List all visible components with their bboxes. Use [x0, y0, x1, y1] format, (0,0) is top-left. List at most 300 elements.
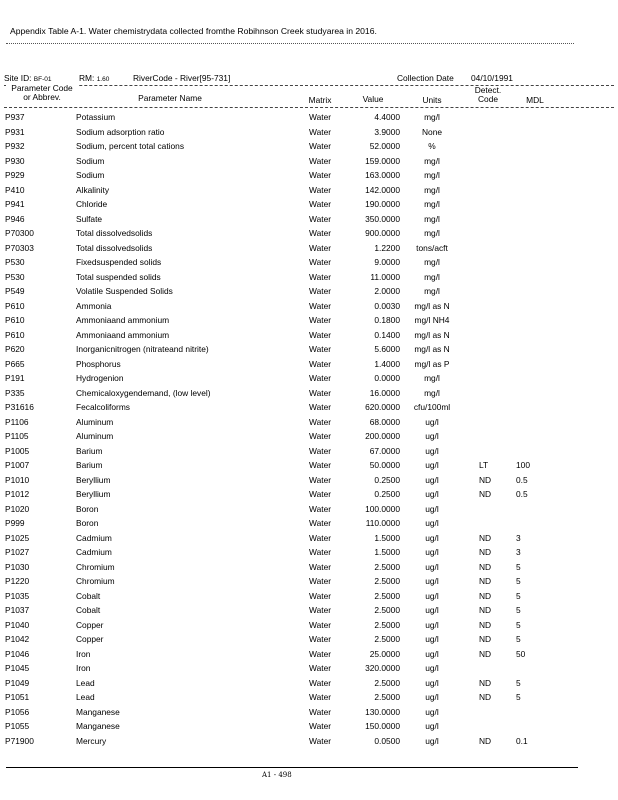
cell-value: 900.0000 [365, 228, 400, 238]
cell-code: P1027 [5, 547, 30, 557]
cell-name: Total dissolvedsolids [76, 228, 153, 238]
cell-matrix: Water [309, 242, 332, 253]
cell-name: Manganese [76, 706, 120, 717]
cell-matrix: Water [309, 184, 332, 195]
table-row [0, 183, 618, 198]
cell-matrix: Water [309, 677, 332, 688]
cell-code: P1030 [5, 561, 30, 572]
cell-name: Inorganicnitrogen (nitrateand nitrite) [76, 344, 209, 354]
cell-name: Fixedsuspended solids [76, 257, 162, 267]
cell-code: P530 [5, 271, 25, 282]
cell-value: 68.0000 [369, 416, 400, 427]
cell-name: Phosphorus [76, 358, 121, 369]
cell-matrix: Water [309, 213, 332, 224]
cell-matrix: Water [309, 474, 332, 485]
cell-value: 2.5000 [374, 605, 400, 615]
site-id [4, 73, 52, 83]
table-row [0, 719, 618, 734]
cell-name: Chloride [76, 199, 108, 209]
cell-name: Chromium [76, 561, 115, 572]
cell-name: Total dissolvedsolids [76, 242, 153, 253]
cell-matrix: Water [309, 532, 332, 543]
collection-date: 04/10/1991 [471, 73, 513, 83]
cell-matrix: Water [309, 605, 332, 615]
cell-units: mg/l [424, 286, 440, 296]
cell-value: 25.0000 [369, 648, 400, 659]
table-row [0, 632, 618, 647]
table-row [0, 734, 618, 749]
cell-matrix: Water [309, 518, 332, 528]
table-row [0, 516, 618, 531]
cell-mdl: 3 [516, 547, 521, 557]
cell-value: 52.0000 [369, 141, 400, 151]
header-param-code [6, 84, 78, 102]
header-mdl: MDL [526, 95, 544, 105]
table-row [0, 197, 618, 212]
cell-code: P1012 [5, 489, 30, 499]
cell-units: mg/l as N [414, 329, 450, 340]
cell-units: mg/l [424, 184, 440, 195]
cell-name: Alkalinity [76, 184, 110, 195]
cell-detect: ND [479, 561, 492, 572]
cell-mdl: 5 [516, 576, 521, 586]
cell-units: ug/l [425, 692, 439, 702]
cell-matrix: Water [309, 735, 332, 746]
cell-mdl: 0.5 [516, 489, 528, 499]
cell-matrix: Water [309, 344, 332, 354]
cell-matrix: Water [309, 358, 332, 369]
cell-name: Cobalt [76, 605, 101, 615]
table-row [0, 705, 618, 720]
cell-code: P1055 [5, 721, 30, 731]
cell-name: Boron [76, 503, 99, 514]
cell-detect: ND [479, 474, 492, 485]
cell-value: 100.0000 [365, 503, 400, 514]
cell-detect: ND [479, 735, 492, 746]
cell-value: 190.0000 [365, 199, 400, 209]
cell-code: P70300 [5, 228, 34, 238]
cell-units: mg/l [424, 257, 440, 267]
cell-mdl: 5 [516, 561, 521, 572]
cell-name: Mercury [76, 735, 107, 746]
cell-code: P610 [5, 300, 25, 311]
cell-value: 9.0000 [374, 257, 400, 267]
cell-detect: ND [479, 547, 492, 557]
cell-code: P1220 [5, 576, 30, 586]
cell-code: P1040 [5, 619, 30, 630]
cell-code: P1037 [5, 605, 30, 615]
cell-matrix: Water [309, 634, 332, 644]
table-row [0, 226, 618, 241]
cell-detect: ND [479, 590, 492, 601]
cell-matrix: Water [309, 141, 332, 151]
header-param-code-line2: or Abbrev. [23, 92, 61, 102]
cell-value: 2.5000 [374, 692, 400, 702]
cell-value: 3.9000 [374, 126, 400, 137]
table-row [0, 270, 618, 285]
table-row [0, 212, 618, 227]
cell-name: Copper [76, 619, 104, 630]
cell-units: ug/l [425, 576, 439, 586]
header-value: Value [362, 94, 384, 104]
cell-name: Manganese [76, 721, 120, 731]
table-row [0, 110, 618, 125]
table-row [0, 386, 618, 401]
cell-matrix: Water [309, 445, 332, 456]
cell-units: mg/l [424, 373, 440, 383]
cell-matrix: Water [309, 271, 332, 282]
rm-value: 1.60 [96, 76, 110, 83]
header-top-rule [4, 85, 614, 86]
cell-code: P1046 [5, 648, 30, 659]
cell-units: ug/l [425, 619, 439, 630]
cell-code: P70303 [5, 242, 34, 253]
collection-date-label: Collection Date [397, 73, 454, 83]
cell-units: % [428, 141, 436, 151]
header-param-code-line1: Parameter Code [11, 83, 73, 93]
table-row [0, 618, 618, 633]
cell-code: P930 [5, 155, 25, 166]
cell-name: Iron [76, 648, 91, 659]
cell-code: P1049 [5, 677, 30, 688]
cell-units: mg/l [424, 228, 440, 238]
cell-code: P937 [5, 112, 25, 122]
cell-matrix: Water [309, 692, 332, 702]
cell-code: P71900 [5, 735, 34, 746]
footer-rule [6, 767, 578, 768]
table-row [0, 647, 618, 662]
header-units: Units [422, 95, 442, 105]
cell-units: ug/l [425, 460, 439, 470]
table-row [0, 444, 618, 459]
cell-units: mg/l [424, 387, 440, 398]
cell-units: ug/l [425, 590, 439, 601]
river-mile [79, 73, 109, 83]
table-row [0, 502, 618, 517]
cell-code: P929 [5, 170, 25, 180]
cell-code: P31616 [5, 402, 34, 412]
table-row [0, 313, 618, 328]
cell-value: 5.6000 [374, 344, 400, 354]
cell-name: Potassium [76, 112, 116, 122]
cell-value: 0.0030 [374, 300, 400, 311]
cell-units: ug/l [425, 431, 439, 441]
cell-units: mg/l NH4 [414, 315, 450, 325]
cell-value: 200.0000 [365, 431, 400, 441]
cell-name: Boron [76, 518, 99, 528]
cell-mdl: 5 [516, 619, 521, 630]
cell-value: 2.5000 [374, 619, 400, 630]
cell-detect: ND [479, 692, 492, 702]
cell-matrix: Water [309, 648, 332, 659]
cell-name: Aluminum [76, 416, 114, 427]
cell-value: 350.0000 [365, 213, 400, 224]
cell-name: Sodium [76, 170, 105, 180]
cell-units: mg/l [424, 213, 440, 224]
table-row [0, 154, 618, 169]
cell-code: P1025 [5, 532, 30, 543]
cell-units: ug/l [425, 532, 439, 543]
cell-code: P1056 [5, 706, 30, 717]
table-row [0, 284, 618, 299]
cell-units: ug/l [425, 721, 439, 731]
cell-units: ug/l [425, 518, 439, 528]
cell-units: mg/l as N [414, 300, 450, 311]
cell-code: P1045 [5, 663, 30, 673]
table-caption: Appendix Table A-1. Water chemistrydata collected fromthe Robihnson Creek studyarea in 2016. [10, 26, 377, 36]
cell-code: P932 [5, 141, 25, 151]
cell-mdl: 50 [516, 648, 526, 659]
site-id-label: Site ID: [4, 73, 32, 83]
cell-name: Beryllium [76, 474, 111, 485]
cell-units: ug/l [425, 735, 439, 746]
cell-value: 0.0000 [374, 373, 400, 383]
cell-value: 1.5000 [374, 532, 400, 543]
table-row [0, 676, 618, 691]
table-row [0, 661, 618, 676]
cell-matrix: Water [309, 721, 332, 731]
cell-name: Fecalcoliforms [76, 402, 130, 412]
header-param-name: Parameter Name [138, 93, 202, 103]
cell-detect: ND [479, 489, 492, 499]
cell-code: P931 [5, 126, 25, 137]
cell-name: Volatile Suspended Solids [76, 286, 173, 296]
cell-matrix: Water [309, 590, 332, 601]
cell-detect: LT [479, 460, 489, 470]
cell-value: 2.0000 [374, 286, 400, 296]
cell-name: Ammoniaand ammonium [76, 315, 170, 325]
cell-matrix: Water [309, 329, 332, 340]
cell-code: P530 [5, 257, 25, 267]
cell-value: 1.2200 [374, 242, 400, 253]
cell-units: cfu/100ml [413, 402, 451, 412]
cell-matrix: Water [309, 228, 332, 238]
cell-code: P610 [5, 315, 25, 325]
rm-label: RM: [79, 73, 95, 83]
cell-name: Copper [76, 634, 104, 644]
cell-name: Cadmium [76, 547, 112, 557]
cell-units: mg/l [424, 170, 440, 180]
cell-units: ug/l [425, 677, 439, 688]
cell-value: 50.0000 [369, 460, 400, 470]
cell-detect: ND [479, 634, 492, 644]
cell-code: P1051 [5, 692, 30, 702]
cell-name: Chromium [76, 576, 115, 586]
cell-code: P941 [5, 199, 25, 209]
cell-mdl: 100 [516, 460, 530, 470]
table-row [0, 357, 618, 372]
cell-code: P1005 [5, 445, 30, 456]
cell-code: P1010 [5, 474, 30, 485]
cell-code: P1035 [5, 590, 30, 601]
cell-matrix: Water [309, 286, 332, 296]
cell-units: ug/l [425, 503, 439, 514]
cell-detect: ND [479, 576, 492, 586]
caption-divider [6, 43, 574, 44]
cell-detect: ND [479, 677, 492, 688]
cell-matrix: Water [309, 257, 332, 267]
cell-units: mg/l [424, 271, 440, 282]
cell-units: mg/l [424, 112, 440, 122]
cell-units: ug/l [425, 474, 439, 485]
cell-matrix: Water [309, 706, 332, 717]
table-row [0, 415, 618, 430]
cell-matrix: Water [309, 561, 332, 572]
cell-units: ug/l [425, 634, 439, 644]
cell-mdl: 5 [516, 692, 521, 702]
cell-value: 0.1800 [374, 315, 400, 325]
cell-name: Beryllium [76, 489, 111, 499]
cell-code: P1042 [5, 634, 30, 644]
cell-name: Sodium adsorption ratio [76, 126, 165, 137]
table-row [0, 574, 618, 589]
cell-matrix: Water [309, 489, 332, 499]
cell-units: ug/l [425, 416, 439, 427]
cell-matrix: Water [309, 112, 332, 122]
cell-code: P999 [5, 518, 25, 528]
cell-code: P665 [5, 358, 25, 369]
table-row [0, 589, 618, 604]
cell-value: 0.2500 [374, 489, 400, 499]
header-bottom-rule [4, 107, 614, 108]
cell-units: ug/l [425, 663, 439, 673]
cell-mdl: 0.5 [516, 474, 528, 485]
cell-value: 2.5000 [374, 634, 400, 644]
cell-value: 2.5000 [374, 576, 400, 586]
header-detect-code [468, 86, 508, 104]
table-row [0, 371, 618, 386]
data-table [0, 110, 618, 748]
cell-name: Sodium [76, 155, 105, 166]
site-id-value: BF-01 [33, 76, 52, 83]
table-row [0, 458, 618, 473]
cell-units: mg/l [424, 199, 440, 209]
cell-matrix: Water [309, 373, 332, 383]
cell-value: 11.0000 [370, 271, 400, 282]
cell-value: 620.0000 [365, 402, 400, 412]
cell-value: 16.0000 [369, 387, 400, 398]
cell-name: Ammonia [76, 300, 112, 311]
cell-matrix: Water [309, 663, 332, 673]
table-row [0, 473, 618, 488]
table-row [0, 690, 618, 705]
cell-mdl: 5 [516, 590, 521, 601]
cell-name: Sodium, percent total cations [76, 141, 185, 151]
cell-value: 1.5000 [374, 547, 400, 557]
cell-matrix: Water [309, 503, 332, 514]
cell-matrix: Water [309, 315, 332, 325]
cell-value: 142.0000 [365, 184, 400, 195]
cell-code: P1007 [5, 460, 30, 470]
table-row [0, 560, 618, 575]
cell-units: None [421, 126, 443, 137]
cell-name: Barium [76, 445, 103, 456]
header-detect-line1: Detect. [474, 85, 502, 95]
cell-code: P335 [5, 387, 25, 398]
cell-matrix: Water [309, 387, 332, 398]
cell-matrix: Water [309, 460, 332, 470]
cell-matrix: Water [309, 416, 332, 427]
cell-units: ug/l [425, 561, 439, 572]
table-row [0, 241, 618, 256]
table-row [0, 531, 618, 546]
cell-units: tons/acft [416, 242, 448, 253]
cell-detect: ND [479, 619, 492, 630]
cell-detect: ND [479, 532, 492, 543]
table-row [0, 400, 618, 415]
cell-value: 4.4000 [374, 112, 400, 122]
cell-value: 163.0000 [365, 170, 400, 180]
river-code: RiverCode - River[95-731] [133, 73, 231, 83]
cell-units: ug/l [425, 547, 439, 557]
cell-units: ug/l [425, 648, 439, 659]
cell-value: 159.0000 [365, 155, 400, 166]
cell-matrix: Water [309, 547, 332, 557]
table-row [0, 487, 618, 502]
cell-matrix: Water [309, 300, 332, 311]
cell-units: mg/l as P [414, 358, 450, 369]
cell-name: Aluminum [76, 431, 114, 441]
cell-value: 1.4000 [374, 358, 400, 369]
cell-units: mg/l as N [414, 344, 450, 354]
table-row [0, 299, 618, 314]
cell-mdl: 5 [516, 677, 521, 688]
cell-matrix: Water [309, 155, 332, 166]
cell-matrix: Water [309, 170, 332, 180]
table-row [0, 429, 618, 444]
cell-mdl: 3 [516, 532, 521, 543]
header-matrix: Matrix [308, 95, 332, 105]
cell-units: ug/l [425, 489, 439, 499]
cell-matrix: Water [309, 199, 332, 209]
cell-name: Hydrogenion [76, 373, 124, 383]
cell-value: 130.0000 [365, 706, 400, 717]
cell-mdl: 5 [516, 634, 521, 644]
table-row [0, 255, 618, 270]
cell-units: ug/l [425, 445, 439, 456]
cell-code: P191 [5, 373, 25, 383]
table-row [0, 328, 618, 343]
cell-code: P620 [5, 344, 25, 354]
cell-detect: ND [479, 605, 492, 615]
cell-value: 320.0000 [365, 663, 400, 673]
cell-name: Ammoniaand ammonium [76, 329, 170, 340]
cell-matrix: Water [309, 431, 332, 441]
cell-value: 0.2500 [374, 474, 400, 485]
cell-value: 2.5000 [374, 561, 400, 572]
cell-value: 150.0000 [365, 721, 400, 731]
cell-name: Iron [76, 663, 91, 673]
cell-value: 0.1400 [374, 329, 400, 340]
header-detect-line2: Code [477, 94, 499, 104]
cell-name: Sulfate [76, 213, 103, 224]
cell-matrix: Water [309, 619, 332, 630]
page-number: A1 - 498 [262, 771, 292, 779]
cell-detect: ND [479, 648, 492, 659]
cell-code: P549 [5, 286, 25, 296]
cell-mdl: 0.1 [516, 735, 528, 746]
cell-name: Cobalt [76, 590, 101, 601]
cell-code: P410 [5, 184, 25, 195]
table-row [0, 168, 618, 183]
cell-value: 2.5000 [374, 590, 400, 601]
cell-code: P946 [5, 213, 25, 224]
cell-code: P1105 [5, 431, 29, 441]
cell-name: Barium [76, 460, 103, 470]
cell-matrix: Water [309, 402, 332, 412]
cell-value: 0.0500 [374, 735, 400, 746]
cell-matrix: Water [309, 576, 332, 586]
